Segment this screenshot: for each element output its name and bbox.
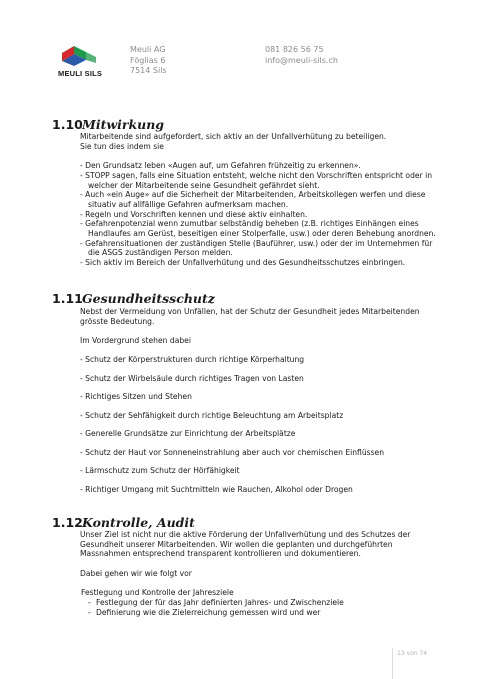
section-title: Kontrolle, Audit <box>82 515 195 530</box>
company-logo <box>58 44 103 78</box>
company-phone: 081 826 56 75 <box>265 45 324 54</box>
section-body-mitwirkung <box>80 132 440 268</box>
section-heading-gesundheitsschutz <box>52 291 215 306</box>
list-item: - Schutz der Sehfähigkeit durch richtige Beleuchtung am Arbeitsplatz <box>80 411 440 421</box>
section-heading-kontrolle <box>52 515 195 530</box>
mountain-logo-icon <box>58 44 100 68</box>
section-lead: Dabei gehen wir wie folgt vor <box>80 568 192 578</box>
company-email[interactable]: info@meuli-sils.ch <box>265 55 338 65</box>
list-item: - Auch «ein Auge» auf die Sicherheit der Mitarbeitenden, Arbeitskollegen werfen und diese situativ auf allfällige Gefahren aufmerksam machen. <box>80 190 440 209</box>
section-lead: Im Vordergrund stehen dabei <box>80 336 191 346</box>
company-city: 7514 Sils <box>130 66 167 75</box>
section-number: 1.12 <box>52 515 83 530</box>
list-item: - Sich aktiv im Bereich der Unfallverhütung und des Gesundheitsschutzes einbringen. <box>80 258 440 268</box>
list-item: - Richtiges Sitzen und Stehen <box>80 392 440 402</box>
page-number: 13 von 74 <box>397 650 428 657</box>
list-item <box>88 598 440 608</box>
list-item: - Den Grundsatz leben «Augen auf, um Gefahren frühzeitig zu erkennen». <box>80 161 440 171</box>
section-body-kontrolle <box>80 530 440 617</box>
list-item: - Generelle Grundsätze zur Einrichtung der Arbeitsplätze <box>80 429 440 439</box>
footer-divider <box>392 648 393 679</box>
list-item: - Regeln und Vorschriften kennen und diese aktiv einhalten. <box>80 210 440 220</box>
section-title: Gesundheitsschutz <box>82 291 215 306</box>
goal-heading: Festlegung und Kontrolle der Jahresziele <box>81 588 234 598</box>
list-item-text: Definierung wie die Zielerreichung gemessen wird und wer <box>96 607 321 617</box>
section-title: Mitwirkung <box>82 117 165 132</box>
section-intro: Unser Ziel ist nicht nur die aktive Förderung der Unfallverhütung und des Schutzes der Gesundheit unserer Mitarbeitenden. Wir wollen die geplanten und durchgeführten Massnahmen entsprechend transparent kontrollieren und dokumentieren. <box>80 530 411 559</box>
section-number: 1.11 <box>52 291 83 306</box>
list-item: - Schutz der Körperstrukturen durch richtige Körperhaltung <box>80 355 440 365</box>
section-intro: Nebst der Vermeidung von Unfällen, hat der Schutz der Gesundheit jedes Mitarbeitenden grösste Bedeutung. <box>80 307 420 326</box>
list-item: - Lärmschutz zum Schutz der Hörfähigkeit <box>80 466 440 476</box>
section-number: 1.10 <box>52 117 83 132</box>
gesundheitsschutz-list <box>80 355 440 494</box>
company-contact <box>265 45 338 66</box>
list-item: - Schutz der Wirbelsäule durch richtiges Tragen von Lasten <box>80 374 440 384</box>
goal-list <box>80 598 440 617</box>
list-item <box>88 608 440 618</box>
mitwirkung-list <box>80 161 440 268</box>
company-street: Föglias 6 <box>130 55 166 65</box>
company-address <box>130 45 167 77</box>
list-item: - Gefahrenpotenzial wenn zumutbar selbständig beheben (z.B. richtiges Einhängen eines Handlaufes am Gerüst, beseitigen einer Stolperfalle, usw.) oder deren Behebung anordnen. <box>80 219 440 238</box>
list-item: - STOPP sagen, falls eine Situation entsteht, welche nicht den Vorschriften entspricht oder in welcher der Mitarbeitende seine Gesundheit gefährdet sieht. <box>80 171 440 190</box>
section-intro: Mitarbeitende sind aufgefordert, sich aktiv an der Unfallverhütung zu beteiligen. Sie tun dies indem sie <box>80 132 387 151</box>
list-item: - Gefahrensituationen der zuständigen Stelle (Bauführer, usw.) oder der im Unternehmen für die ASGS zuständigen Person melden. <box>80 239 440 258</box>
list-item: - Schutz der Haut vor Sonneneinstrahlung aber auch vor chemischen Einflüssen <box>80 448 440 458</box>
logo-text: MEULI SILS <box>58 69 103 78</box>
company-name: Meuli AG <box>130 45 166 54</box>
section-body-gesundheitsschutz <box>80 307 440 503</box>
list-item: - Richtiger Umgang mit Suchtmitteln wie Rauchen, Alkohol oder Drogen <box>80 485 440 495</box>
section-heading-mitwirkung <box>52 117 164 132</box>
list-item-text: Festlegung der für das Jahr definierten Jahres- und Zwischenziele <box>96 597 344 607</box>
